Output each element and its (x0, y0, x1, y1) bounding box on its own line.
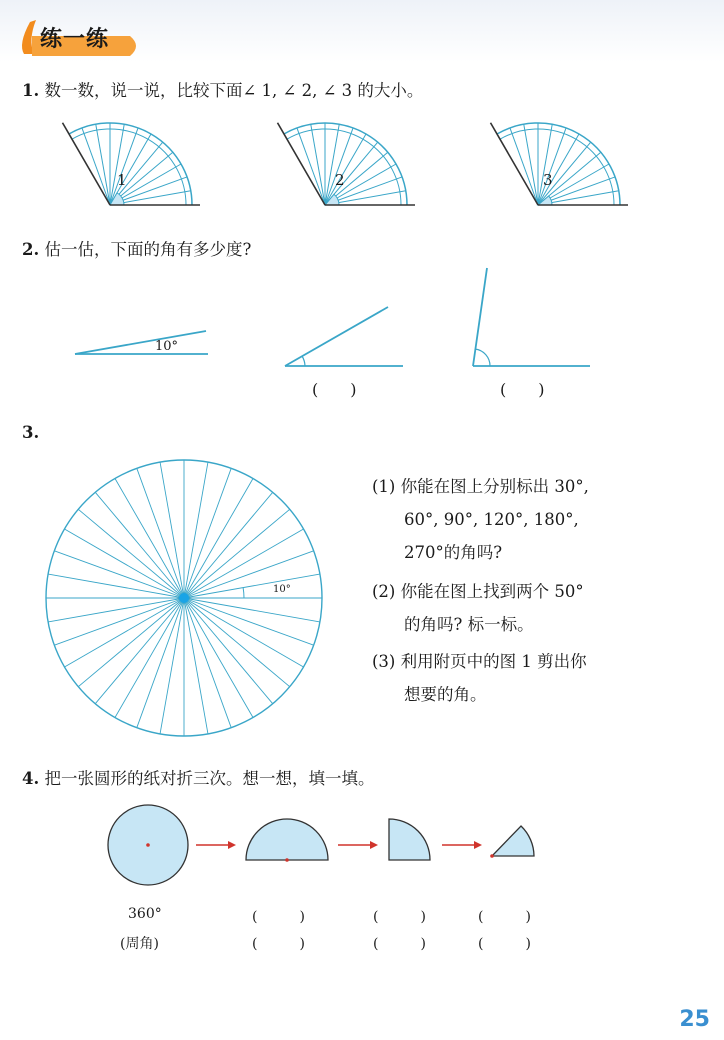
fold-arrow-head (474, 841, 482, 849)
full-angle-name: (周角) (120, 936, 159, 952)
angle-1-label: 1 (117, 171, 127, 189)
angle-3-label: 3 (543, 171, 553, 189)
circle-center-dot (179, 593, 189, 603)
protractor-ray (510, 128, 538, 205)
fold-1-name-blank[interactable]: ( ) (252, 936, 305, 952)
small-angle-side (75, 331, 206, 354)
protractor-ray (82, 128, 110, 205)
sector-arc (243, 588, 244, 598)
q3-item-1c: 270°的角吗? (404, 543, 503, 562)
angle-b-arc (302, 356, 305, 366)
fold-2-name-blank[interactable]: ( ) (373, 936, 426, 952)
question-2 (22, 239, 251, 261)
fold-2-degree-blank[interactable]: ( ) (373, 909, 426, 925)
given-angle-label: 10° (155, 339, 179, 354)
question-3 (22, 422, 39, 444)
question-1-number: 1. (22, 81, 40, 100)
question-1-text: 数一数，说一说，比较下面∠ 1, ∠ 2, ∠ 3 的大小。 (44, 81, 424, 100)
full-angle-value: 360° (128, 906, 162, 922)
fold-3-degree-blank[interactable]: ( ) (478, 909, 531, 925)
question-2-text: 估一估，下面的角有多少度? (44, 240, 252, 259)
question-3-number: 3. (22, 423, 40, 442)
protractor-figures (63, 123, 629, 205)
question-4-number: 4. (22, 769, 40, 788)
answer-blank-2[interactable]: ( ) (500, 380, 545, 399)
question-4 (22, 768, 374, 790)
angle-b-side (285, 307, 388, 366)
quarter-circle-paper (389, 819, 430, 860)
q3-item-1b: 60°, 90°, 120°, 180°, (404, 510, 579, 529)
fold-arrow-head (228, 841, 236, 849)
eighth-circle-paper (492, 826, 534, 856)
angle-c-side (473, 268, 487, 366)
fold-1-degree-blank[interactable]: ( ) (252, 909, 305, 925)
eighth-circle-vertex (490, 854, 494, 858)
estimate-angle-figures (75, 268, 590, 366)
protractor-2 (278, 123, 416, 205)
fold-arrow-head (370, 841, 378, 849)
section-title: 练一练 (40, 27, 110, 52)
protractor-3 (491, 123, 629, 205)
degree-circle (46, 460, 322, 736)
q3-item-2b: 的角吗? 标一标。 (404, 615, 534, 634)
protractor-ray (297, 128, 325, 205)
answer-blank-1[interactable]: ( ) (312, 380, 357, 399)
q3-item-3a: (3) 利用附页中的图 1 剪出你 (372, 652, 587, 671)
half-circle-center (285, 858, 289, 862)
fold-3-name-blank[interactable]: ( ) (478, 936, 531, 952)
q3-item-3b: 想要的角。 (404, 685, 487, 704)
question-2-number: 2. (22, 240, 40, 259)
protractor-1 (63, 123, 201, 205)
circle-center-point (146, 843, 150, 847)
q3-item-1a: (1) 你能在图上分别标出 30°, (372, 477, 589, 496)
half-circle-paper (246, 819, 328, 860)
angle-c-arc (475, 349, 490, 366)
page-number: 25 (679, 1007, 710, 1032)
angle-2-label: 2 (335, 171, 345, 189)
question-4-text: 把一张圆形的纸对折三次。想一想，填一填。 (44, 769, 375, 788)
circle-sector-label: 10° (273, 584, 291, 595)
q3-item-2a: (2) 你能在图上找到两个 50° (372, 582, 584, 601)
folding-sequence (108, 805, 534, 885)
